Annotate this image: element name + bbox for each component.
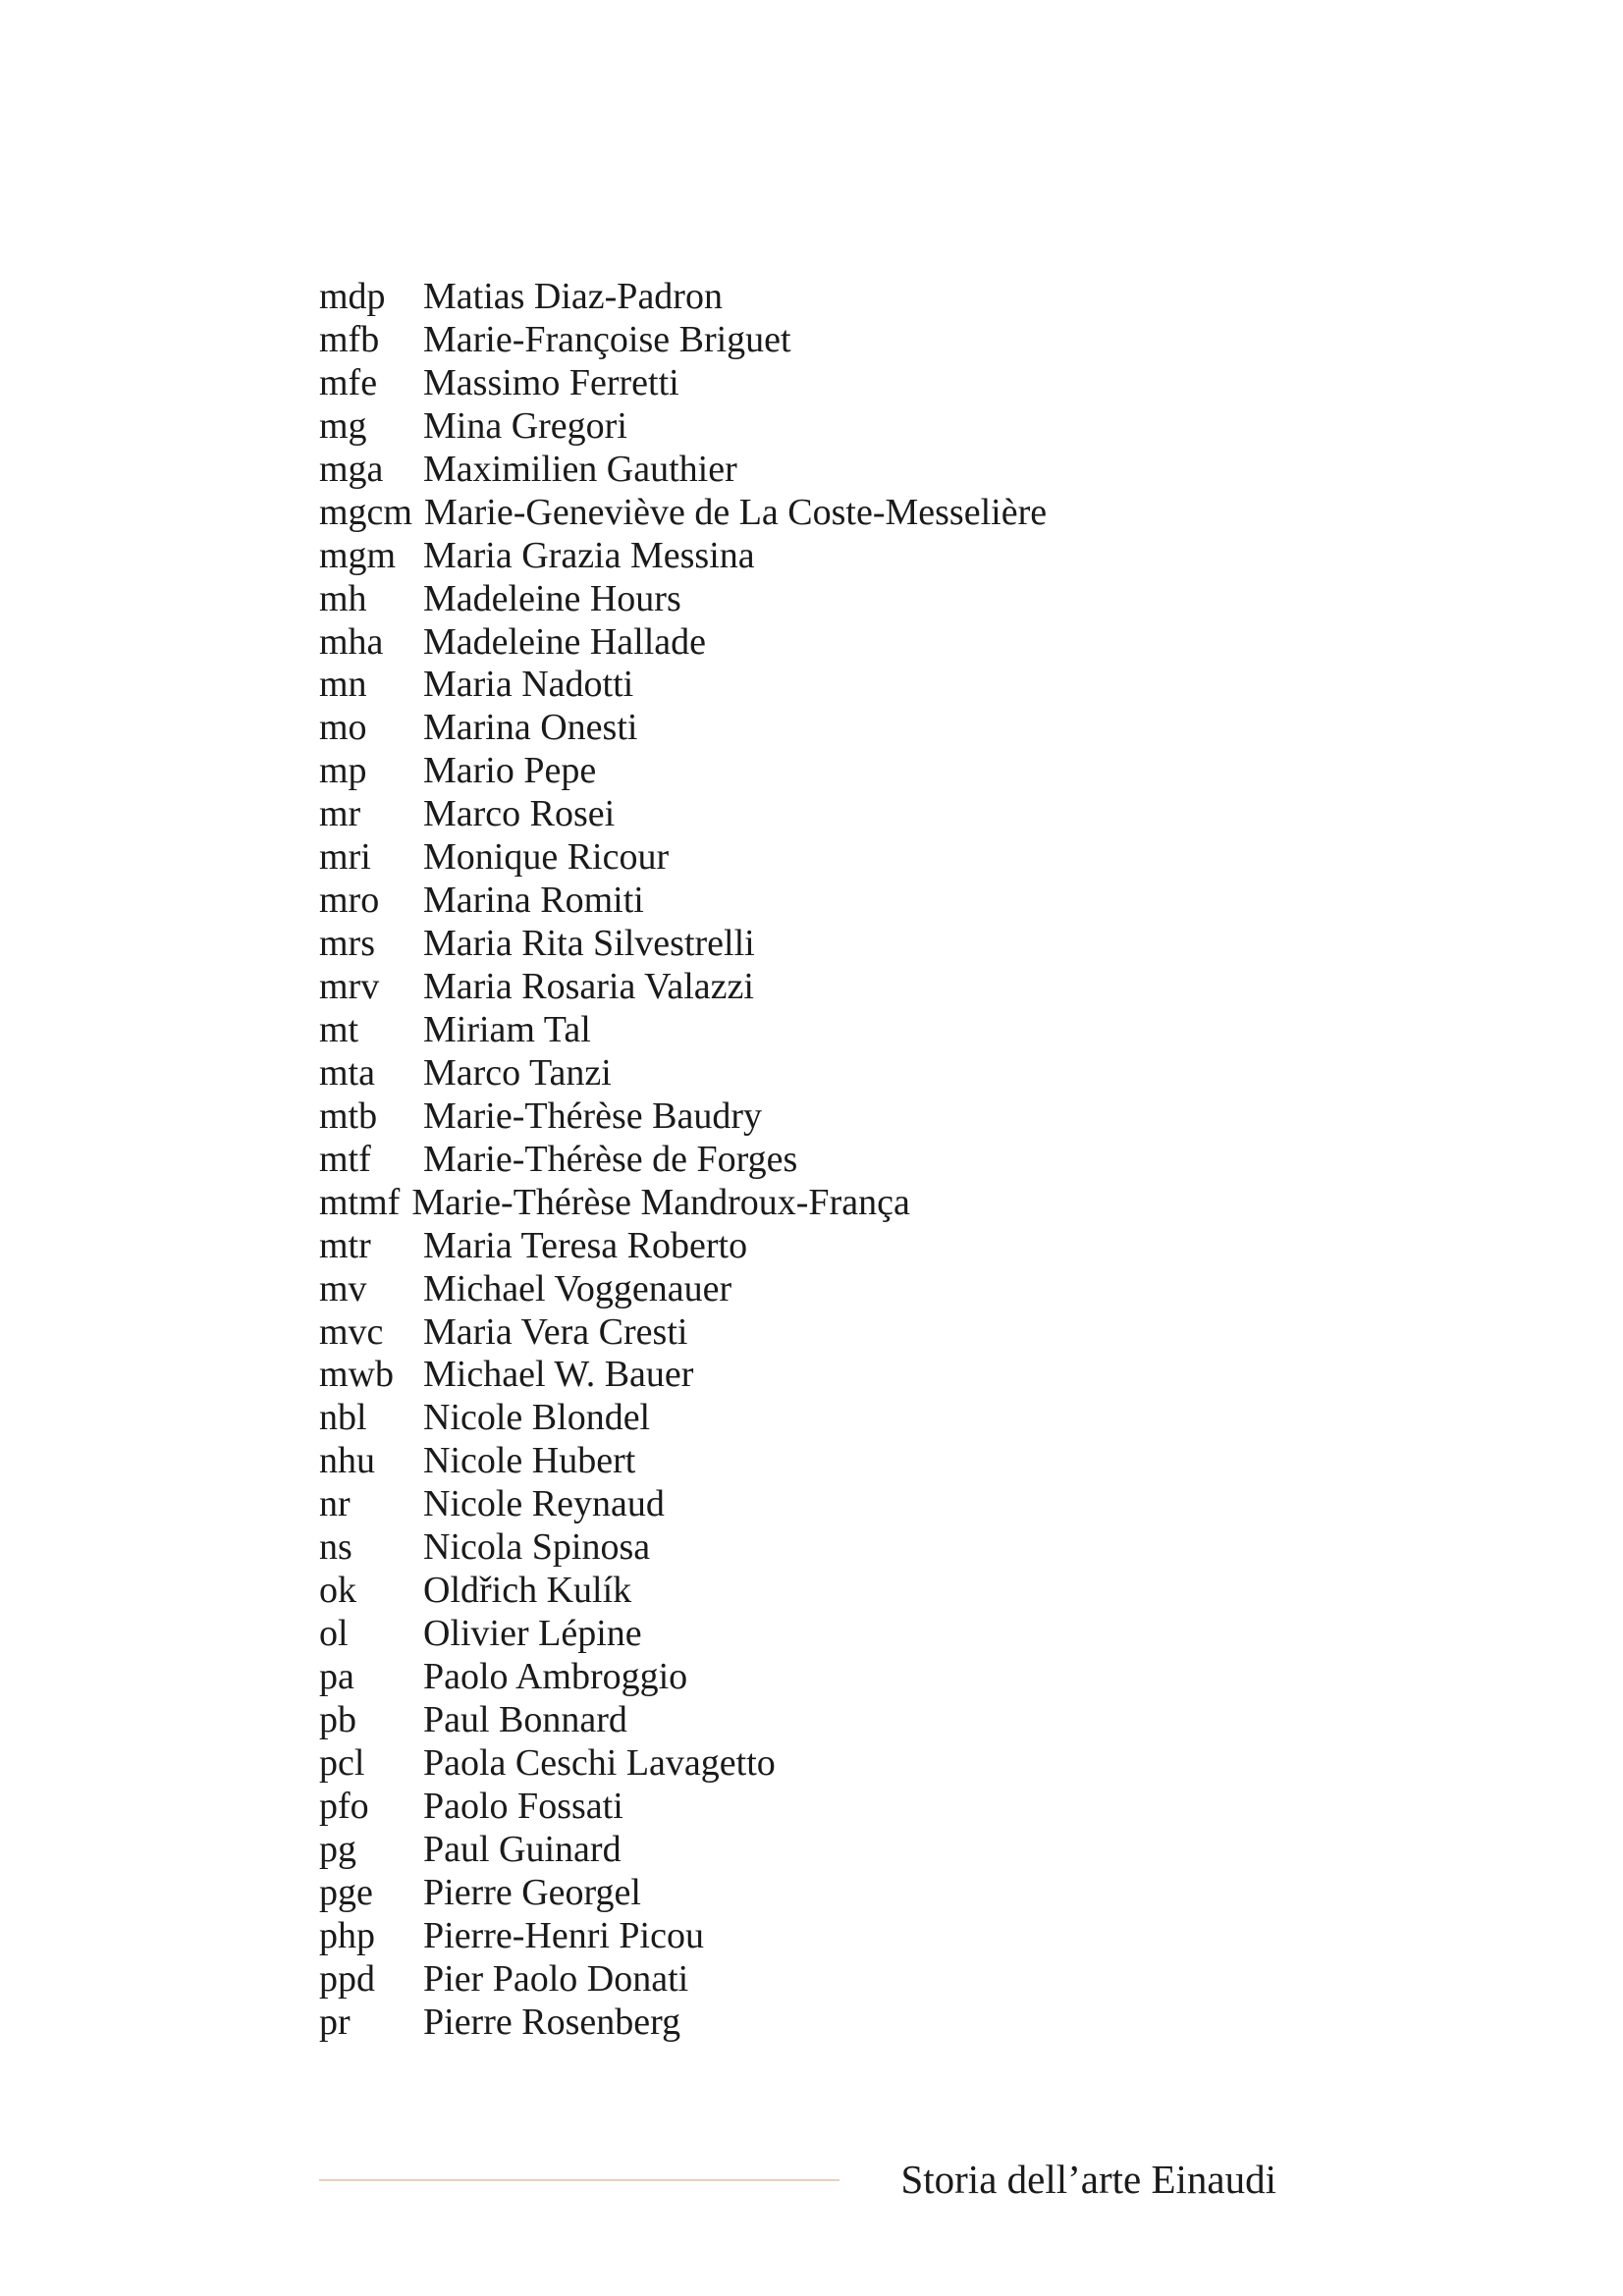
contributor-name: Maria Grazia Messina [423,534,755,576]
list-item [319,1353,1399,1396]
contributor-name: Marina Onesti [423,707,638,749]
contributor-abbreviation: ns [319,1526,352,1569]
list-item [319,1181,1399,1224]
contributor-name: Maria Nadotti [423,664,634,706]
list-item [319,1008,1399,1051]
list-item [319,922,1399,965]
contributor-name: Michael W. Bauer [423,1354,694,1396]
contributor-abbreviation: mo [319,707,367,749]
contributor-abbreviation: mro [319,880,380,922]
contributor-abbreviation: mtmf [319,1181,401,1223]
contributor-abbreviation: ok [319,1570,356,1612]
contributor-abbreviation: mn [319,664,367,706]
list-item [319,792,1399,835]
contributor-abbreviation: mv [319,1267,367,1309]
contributor-name: Paolo Fossati [423,1785,623,1827]
contributor-name: Olivier Lépine [423,1613,642,1655]
contributor-abbreviation: mgm [319,534,397,576]
contributor-name: Marie-Thérèse de Forges [423,1138,798,1180]
footer-rule [319,2179,839,2181]
contributor-abbreviation: pr [319,2001,351,2043]
contributor-abbreviation: mga [319,448,384,490]
contributor-abbreviation: mdp [319,276,386,317]
list-item [319,1785,1399,1828]
list-item [319,1525,1399,1569]
list-item [319,1310,1399,1354]
contributor-name: Maria Vera Cresti [423,1310,688,1353]
contributor-name: Miriam Tal [423,1008,591,1050]
list-item [319,1957,1399,2001]
contributor-abbreviation: mfe [319,361,378,403]
contributor-name: Paolo Ambroggio [423,1656,688,1697]
list-item [319,1095,1399,1138]
list-item [319,1698,1399,1741]
contributor-list [319,275,1399,2043]
list-item [319,663,1399,706]
contributor-name: Monique Ricour [423,836,670,879]
contributor-name: Marco Rosei [423,793,616,835]
contributor-abbreviation: mgcm [319,491,412,533]
contributor-name: Madeleine Hallade [423,620,707,663]
contributor-name: Paul Bonnard [423,1698,627,1740]
list-item [319,318,1399,361]
contributor-abbreviation: mtb [319,1095,378,1137]
contributor-name: Nicole Blondel [423,1397,651,1439]
contributor-abbreviation: php [319,1914,375,1956]
page-footer [319,2150,1276,2209]
contributor-name: Pier Paolo Donati [423,1957,689,2000]
contributor-name: Marie-Françoise Briguet [423,318,791,360]
list-item [319,1741,1399,1785]
list-item [319,1914,1399,1957]
contributor-abbreviation: ol [319,1613,349,1655]
contributor-name: Paul Guinard [423,1828,622,1870]
list-item [319,491,1399,534]
list-item [319,1612,1399,1655]
list-item [319,577,1399,620]
list-item [319,1051,1399,1095]
list-item [319,620,1399,664]
list-item [319,534,1399,577]
contributor-name: Paola Ceschi Lavagetto [423,1741,776,1784]
contributor-name: Mario Pepe [423,750,597,792]
contributor-name: Marina Romiti [423,880,644,922]
list-item [319,404,1399,448]
list-item [319,1569,1399,1612]
contributor-name: Mina Gregori [423,404,627,447]
list-item [319,1655,1399,1698]
list-item [319,706,1399,749]
contributor-abbreviation: mvc [319,1310,384,1353]
list-item [319,1224,1399,1267]
list-item [319,749,1399,792]
contributor-name: Marie-Thérèse Baudry [423,1095,763,1137]
list-item [319,835,1399,879]
contributor-abbreviation: mrs [319,923,375,965]
list-item [319,1828,1399,1871]
contributor-abbreviation: nbl [319,1397,367,1439]
contributor-name: Massimo Ferretti [423,361,679,403]
contributor-abbreviation: mg [319,404,367,447]
contributor-abbreviation: pb [319,1698,356,1740]
contributor-name: Maximilien Gauthier [423,448,737,490]
contributor-abbreviation: mri [319,836,371,879]
contributor-name: Matias Diaz-Padron [423,276,723,317]
list-item [319,965,1399,1008]
contributor-abbreviation: nhu [319,1440,375,1482]
contributor-abbreviation: mt [319,1008,359,1050]
contributor-name: Marie-Thérèse Mandroux-França [411,1181,910,1223]
contributor-abbreviation: mta [319,1051,375,1094]
contributor-abbreviation: mtr [319,1224,371,1266]
contributor-abbreviation: mha [319,620,384,663]
contributor-name: Maria Rita Silvestrelli [423,923,755,965]
contributor-name: Nicole Hubert [423,1440,636,1482]
contributor-name: Pierre-Henri Picou [423,1914,704,1956]
contributor-abbreviation: pg [319,1828,356,1870]
contributor-name: Nicole Reynaud [423,1483,665,1525]
list-item [319,361,1399,404]
list-item [319,1439,1399,1482]
footer-title: Storia dell’arte Einaudi [900,2157,1276,2202]
contributor-name: Marie-Geneviève de La Coste-Messelière [423,491,1048,533]
contributor-name: Maria Teresa Roberto [423,1224,748,1266]
list-item [319,879,1399,922]
contributor-name: Maria Rosaria Valazzi [423,966,754,1007]
contributor-name: Marco Tanzi [423,1051,612,1094]
contributor-abbreviation: nr [319,1483,351,1525]
contributor-name: Michael Voggenauer [423,1267,732,1309]
contributor-abbreviation: ppd [319,1957,375,2000]
list-item [319,1267,1399,1310]
list-item [319,448,1399,491]
list-item [319,2001,1399,2044]
contributor-abbreviation: mp [319,750,367,792]
contributor-abbreviation: pcl [319,1741,365,1784]
contributor-abbreviation: mwb [319,1354,394,1396]
contributor-abbreviation: mrv [319,966,380,1007]
contributor-name: Madeleine Hours [423,577,681,619]
list-item [319,275,1399,318]
contributor-abbreviation: mtf [319,1138,371,1180]
contributor-abbreviation: pa [319,1656,354,1697]
contributor-abbreviation: mfb [319,318,380,360]
contributor-name: Pierre Rosenberg [423,2001,681,2043]
contributor-abbreviation: mh [319,577,367,619]
contributor-abbreviation: pfo [319,1785,369,1827]
contributor-name: Pierre Georgel [423,1871,641,1913]
list-item [319,1138,1399,1181]
contributor-abbreviation: mr [319,793,361,835]
list-item [319,1396,1399,1439]
contributor-abbreviation: pge [319,1871,373,1913]
contributor-name: Nicola Spinosa [423,1526,651,1569]
list-item [319,1482,1399,1525]
contributor-name: Oldřich Kulík [423,1570,632,1612]
list-item [319,1871,1399,1914]
